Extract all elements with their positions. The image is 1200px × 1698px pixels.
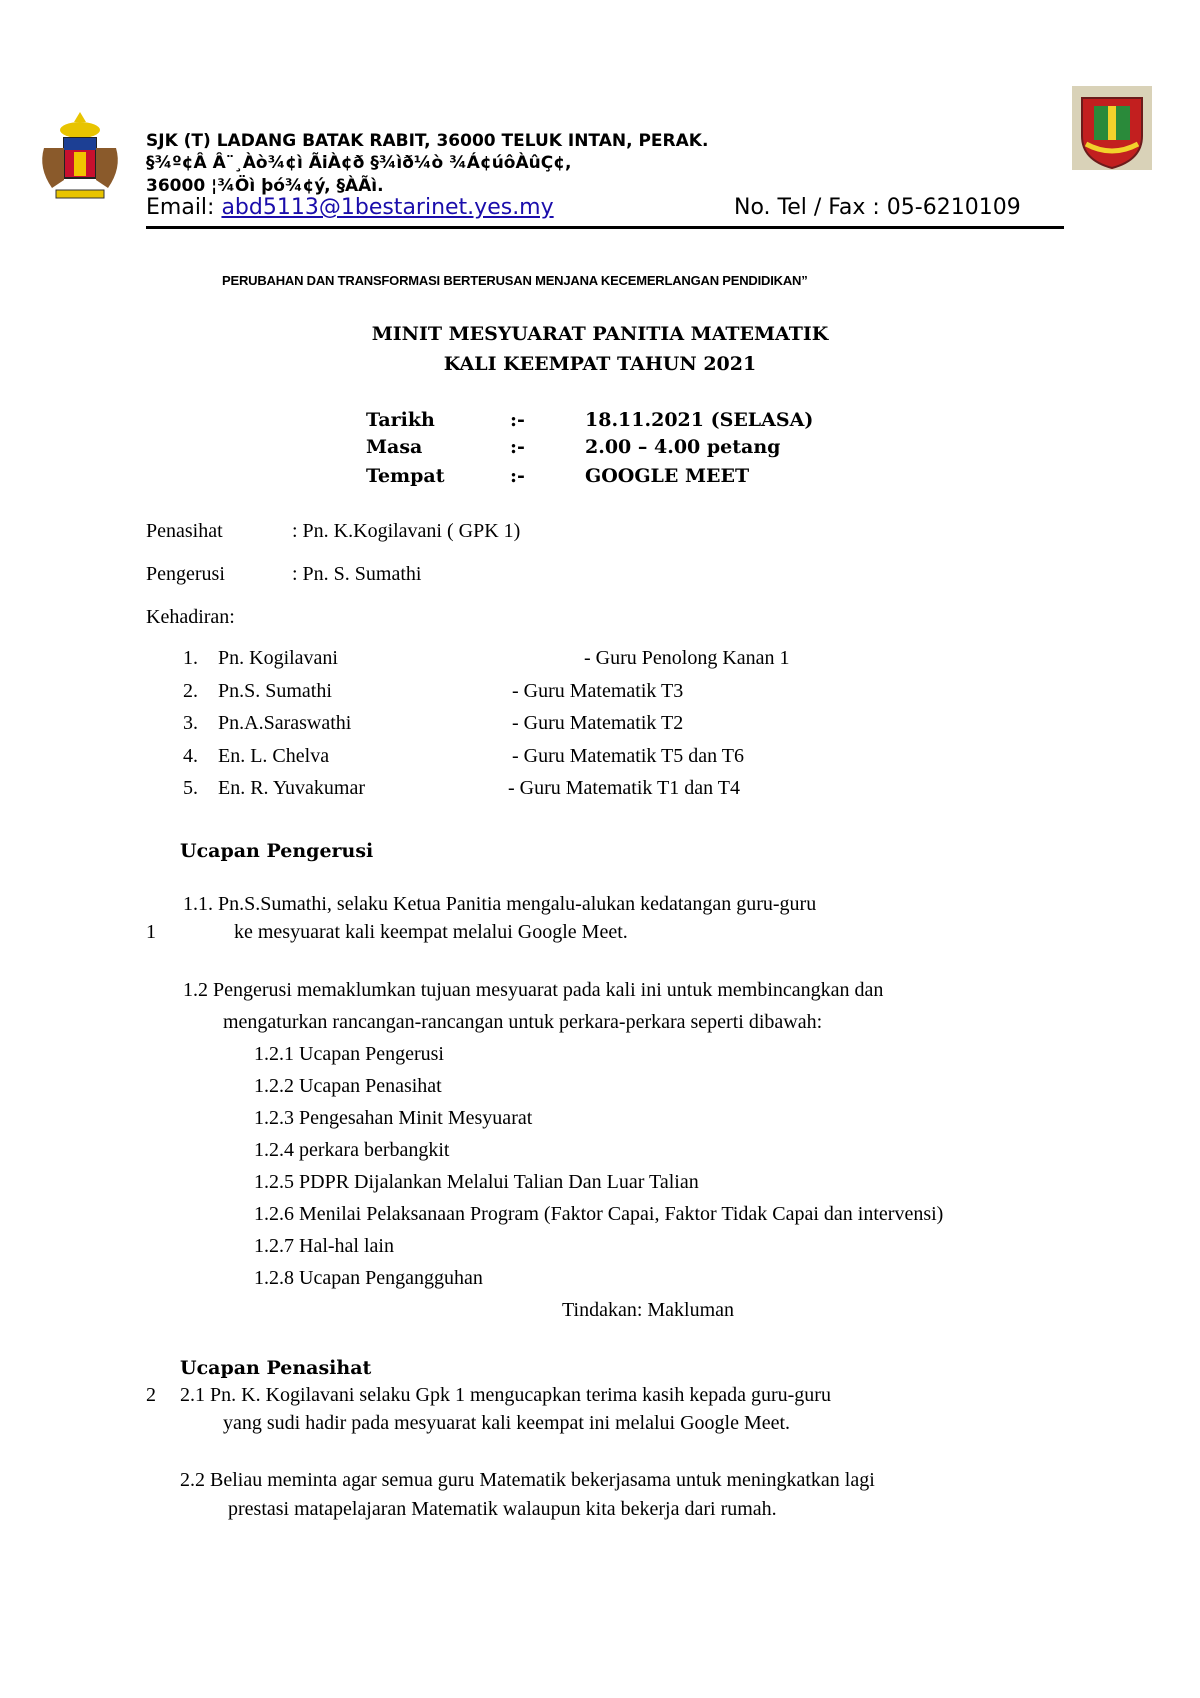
coat-of-arms-logo [34,108,126,208]
paragraph-1-1-line2: ke mesyuarat kali keempat melalui Google Meet. [234,921,628,943]
school-name-tamil-line2: 36000 ¦¾Öì þó¾¢ý, §ÀÃì. [146,176,384,196]
chair-label: Pengerusi [146,563,225,585]
agenda-item: 1.2.2 Ucapan Penasihat [254,1075,442,1097]
paragraph-2-1-line2: yang sudi hadir pada mesyuarat kali keempat ini melalui Google Meet. [223,1412,791,1434]
margin-number-2: 2 [146,1384,156,1406]
meeting-sep-place: :- [510,465,525,487]
paragraph-2-2-line1: 2.2 Beliau meminta agar semua guru Matematik bekerjasama untuk meningkatkan lagi [180,1469,875,1491]
agenda-item: 1.2.3 Pengesahan Minit Mesyuarat [254,1107,533,1129]
document-title: MINIT MESYUARAT PANITIA MATEMATIK [371,323,829,345]
chair-value: : Pn. S. Sumathi [292,563,422,585]
attendee-role: - Guru Matematik T1 dan T4 [508,777,740,799]
paragraph-1-2-line2: mengaturkan rancangan-rancangan untuk perkara-perkara seperti dibawah: [223,1011,823,1033]
meeting-sep-date: :- [510,409,525,431]
document-subtitle: KALI KEEMPAT TAHUN 2021 [443,353,757,375]
email-label: Email: [146,195,222,220]
agenda-item: 1.2.6 Menilai Pelaksanaan Program (Faktor Capai, Faktor Tidak Capai dan intervensi) [254,1203,944,1225]
motto: PERUBAHAN DAN TRANSFORMASI BERTERUSAN MENJANA KECEMERLANGAN PENDIDIKAN” [222,273,808,288]
agenda-item: 1.2.5 PDPR Dijalankan Melalui Talian Dan Luar Talian [254,1171,699,1193]
attendee-name: En. L. Chelva [218,745,330,767]
attendee-role: - Guru Matematik T5 dan T6 [512,745,744,767]
attendee-number: 3. [183,712,198,734]
meeting-value-date: 18.11.2021 (SELASA) [585,409,814,431]
email-link[interactable]: abd5113@1bestarinet.yes.my [221,195,554,220]
section-heading-chair: Ucapan Pengerusi [180,840,374,862]
meeting-label-date: Tarikh [366,409,435,431]
meeting-sep-time: :- [510,436,525,458]
advisor-value: : Pn. K.Kogilavani ( GPK 1) [292,520,521,542]
attendee-number: 4. [183,745,198,767]
advisor-label: Penasihat [146,520,223,542]
tel-fax: No. Tel / Fax : 05-6210109 [734,195,1021,220]
attendee-name: Pn.A.Saraswathi [218,712,352,734]
header-divider [146,226,1064,229]
attendance-label: Kehadiran: [146,606,235,628]
paragraph-1-1-line1: 1.1. Pn.S.Sumathi, selaku Ketua Panitia mengalu-alukan kedatangan guru-guru [183,893,817,915]
attendee-role: - Guru Matematik T3 [512,680,684,702]
meeting-value-time: 2.00 – 4.00 petang [585,436,781,458]
section-heading-advisor: Ucapan Penasihat [180,1357,372,1379]
attendee-number: 1. [183,647,198,669]
paragraph-2-2-line2: prestasi matapelajaran Matematik walaupun kita bekerja dari rumah. [228,1498,777,1520]
attendee-role: - Guru Matematik T2 [512,712,684,734]
agenda-item: 1.2.8 Ucapan Pengangguhan [254,1267,483,1289]
agenda-item: 1.2.1 Ucapan Pengerusi [254,1043,444,1065]
paragraph-1-2-line1: 1.2 Pengerusi memaklumkan tujuan mesyuarat pada kali ini untuk membincangkan dan [183,979,884,1001]
paragraph-2-1-line1: 2.1 Pn. K. Kogilavani selaku Gpk 1 mengucapkan terima kasih kepada guru-guru [180,1384,831,1406]
action-note: Tindakan: Makluman [562,1299,735,1321]
attendee-name: Pn.S. Sumathi [218,680,332,702]
school-name-tamil-line1: §¾º¢Â Â¨¸Àò¾¢ì ÃiÀ¢ð §¾ìð¼ò ¾Á¢úôÀûÇ¢, [146,153,572,173]
meeting-label-place: Tempat [366,465,445,487]
meeting-value-place: GOOGLE MEET [585,465,750,487]
attendee-name: Pn. Kogilavani [218,647,338,669]
attendee-number: 2. [183,680,198,702]
email-line [146,195,554,220]
attendee-number: 5. [183,777,198,799]
school-address: SJK (T) LADANG BATAK RABIT, 36000 TELUK INTAN, PERAK. [146,131,709,151]
attendee-name: En. R. Yuvakumar [218,777,366,799]
margin-number-1: 1 [146,921,156,943]
agenda-item: 1.2.4 perkara berbangkit [254,1139,450,1161]
school-crest-logo [1070,84,1154,172]
meeting-label-time: Masa [366,436,423,458]
attendee-role: - Guru Penolong Kanan 1 [584,647,790,669]
agenda-item: 1.2.7 Hal-hal lain [254,1235,394,1257]
